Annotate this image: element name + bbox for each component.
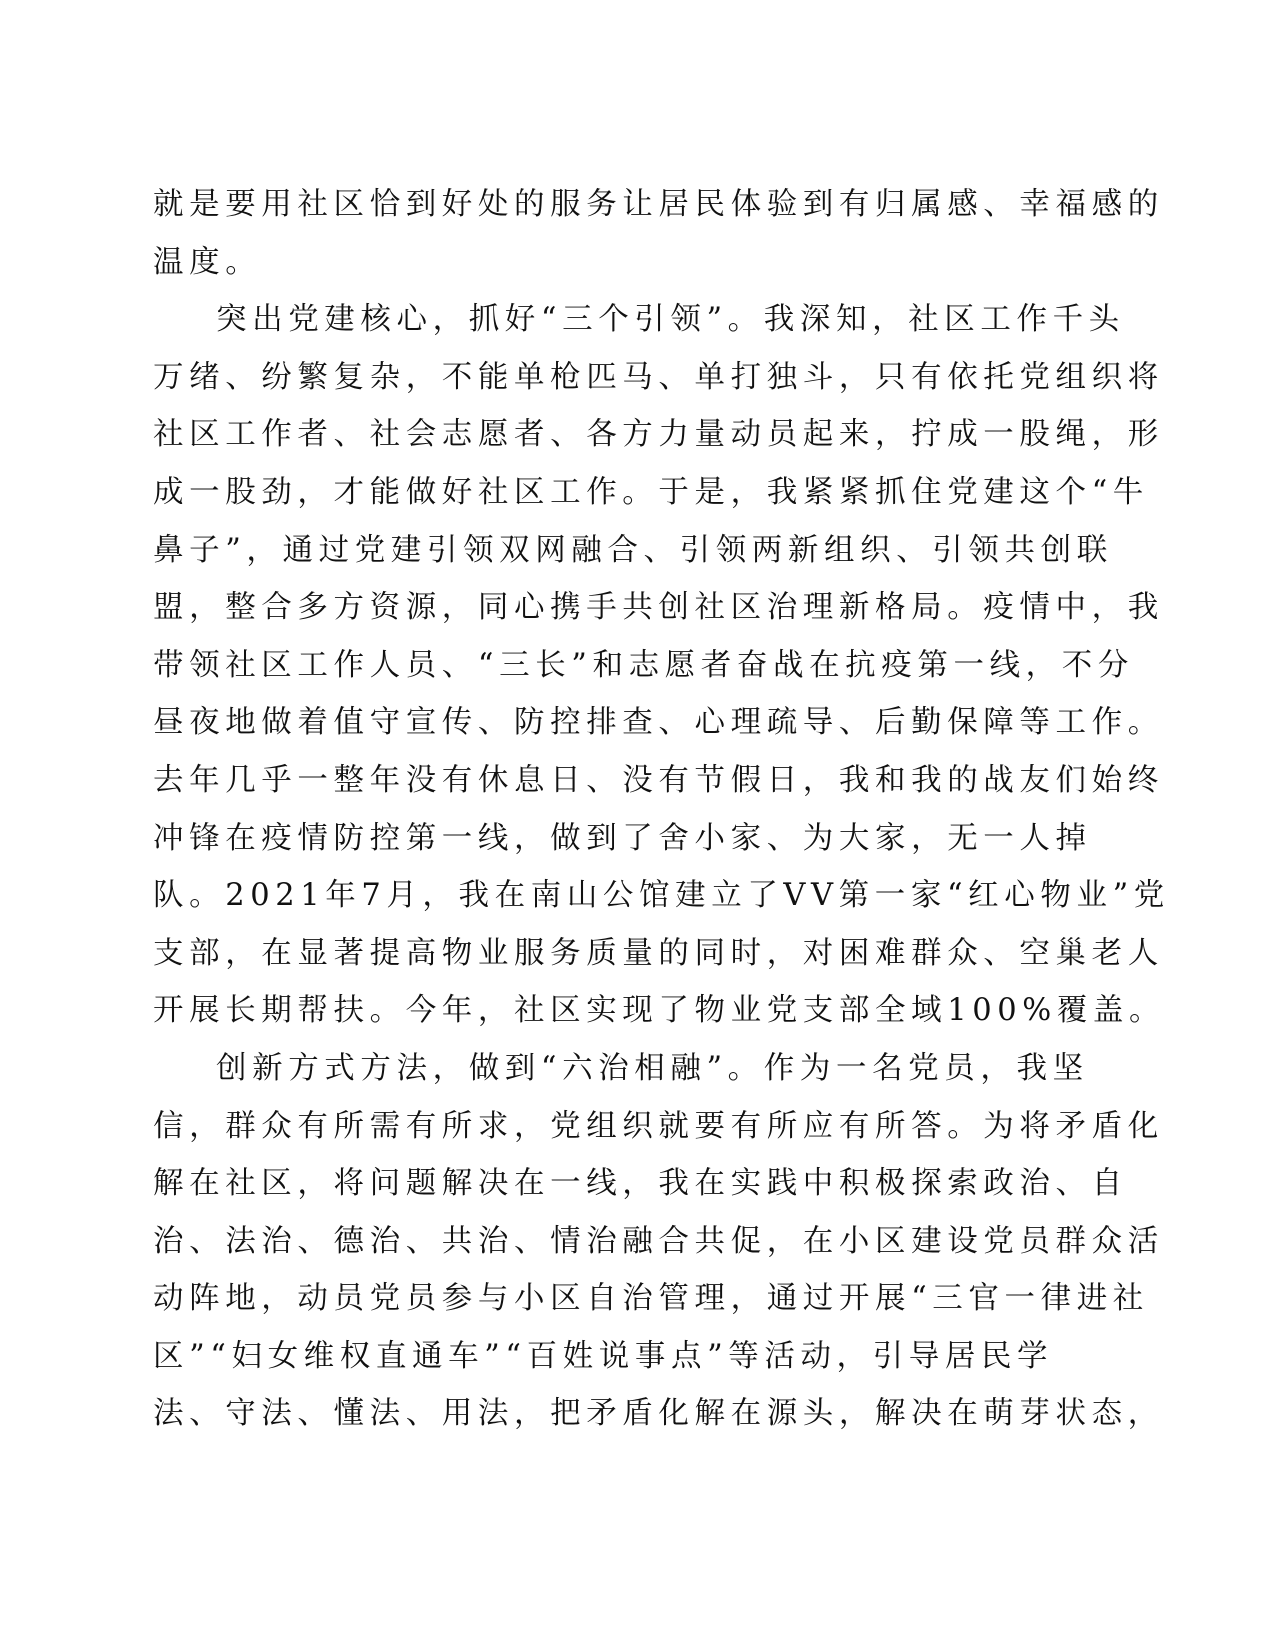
text-line: 队。2021年7月，我在南山公馆建立了VV第一家“红心物业”党 <box>153 878 1170 914</box>
text-line: 万绪、纷繁复杂，不能单枪匹马、单打独斗，只有依托党组织将 <box>153 359 1164 395</box>
text-line: 法、守法、懂法、用法，把矛盾化解在源头，解决在萌芽状态， <box>153 1396 1164 1432</box>
text-line: 昼夜地做着值守宣传、防控排查、心理疏导、后勤保障等工作。 <box>153 705 1164 741</box>
text-line: 社区工作者、社会志愿者、各方力量动员起来，拧成一股绳，形 <box>153 417 1164 453</box>
text-line: 冲锋在疫情防控第一线，做到了舍小家、为大家，无一人掉 <box>153 820 1092 856</box>
text-line: 去年几乎一整年没有休息日、没有节假日，我和我的战友们始终 <box>153 762 1164 798</box>
text-line: 带领社区工作人员、“三长”和志愿者奋战在抗疫第一线，不分 <box>153 647 1134 683</box>
text-line: 盟，整合多方资源，同心携手共创社区治理新格局。疫情中，我 <box>153 590 1164 626</box>
body-text <box>153 176 1170 1443</box>
text-line: 解在社区，将问题解决在一线，我在实践中积极探索政治、自 <box>153 1166 1128 1202</box>
text-line: 支部，在显著提高物业服务质量的同时，对困难群众、空巢老人 <box>153 935 1164 971</box>
text-line: 鼻子”，通过党建引领双网融合、引领两新组织、引领共创联 <box>153 532 1113 568</box>
text-line: 开展长期帮扶。今年，社区实现了物业党支部全域100%覆盖。 <box>153 993 1166 1029</box>
text-line: 动阵地，动员党员参与小区自治管理，通过开展“三官一律进社 <box>153 1281 1149 1317</box>
text-line: 成一股劲，才能做好社区工作。于是，我紧紧抓住党建这个“牛 <box>153 474 1149 510</box>
text-line: 就是要用社区恰到好处的服务让居民体验到有归属感、幸福感的 <box>153 187 1164 222</box>
paragraph-first-line: 突出党建核心，抓好“三个引领”。我深知，社区工作千头 <box>216 302 1125 338</box>
text-line: 温度。 <box>153 244 262 280</box>
text-line: 治、法治、德治、共治、情治融合共促，在小区建设党员群众活 <box>153 1223 1164 1259</box>
paragraph-first-line: 创新方式方法，做到“六治相融”。作为一名党员，我坚 <box>216 1050 1089 1086</box>
text-line: 信，群众有所需有所求，党组织就要有所应有所答。为将矛盾化 <box>153 1108 1164 1144</box>
text-line: 区”“妇女维权直通车”“百姓说事点”等活动，引导居民学 <box>153 1338 1054 1374</box>
